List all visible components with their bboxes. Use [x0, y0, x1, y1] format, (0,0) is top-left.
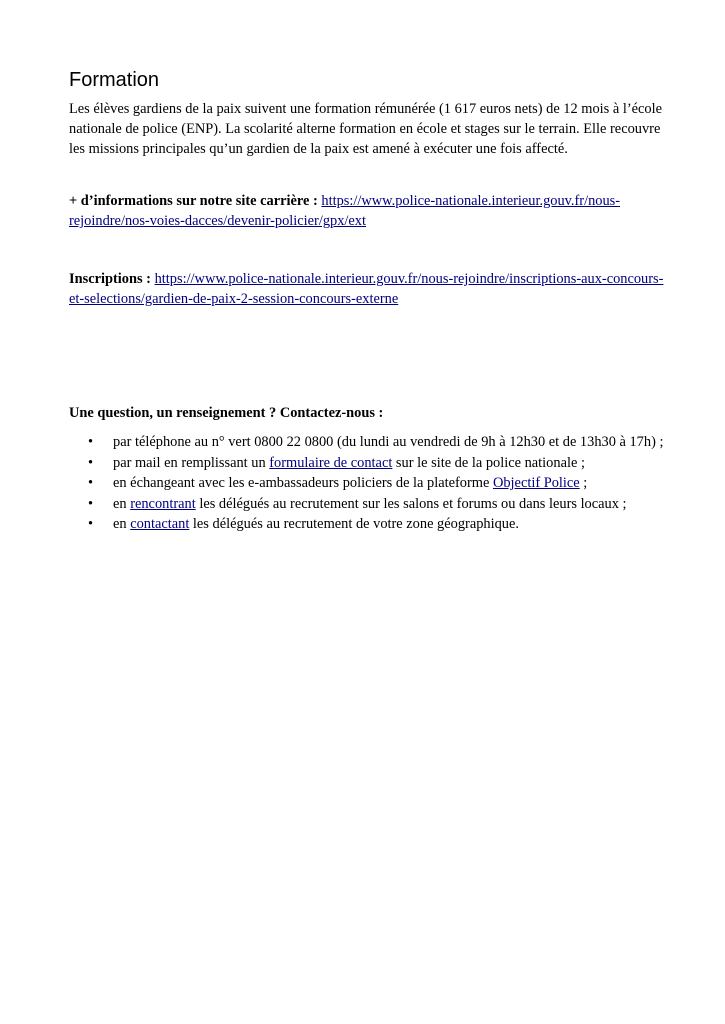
inscriptions-link-line2: et-selections/gardien-de-paix-2-session-concours-externe: [69, 291, 399, 308]
contact-delegates-link[interactable]: contactant: [130, 516, 190, 533]
contact-option-text: par mail en remplissant un: [113, 454, 270, 471]
contact-option-contact-delegates: [69, 514, 689, 535]
contact-option-text-after: les délégués au recrutement sur les salons et forums ou dans leurs locaux ;: [195, 495, 627, 512]
career-site-paragraph: [69, 191, 679, 231]
meet-delegates-link[interactable]: rencontrant: [130, 495, 196, 512]
contact-option-text-after: les délégués au recrutement de votre zone géographique.: [189, 516, 519, 533]
section-heading-formation: Formation: [69, 69, 160, 91]
contact-option-ambassadors: [69, 473, 689, 494]
objectif-police-link[interactable]: Objectif Police: [492, 475, 580, 492]
contact-option-phone: [69, 432, 689, 453]
contact-option-text: en échangeant avec les e-ambassadeurs policiers de la plateforme: [113, 475, 493, 492]
career-site-label: + d’informations sur notre site carrière :: [69, 193, 318, 209]
formation-paragraph: Les élèves gardiens de la paix suivent une formation rémunérée (1 617 euros nets) de 12 mois à l’école nationale de police (ENP). La scolarité alterne formation en école et stages sur le terrain. Elle recouvre les missions principales qu’un gardien de la paix est amené à exécuter une fois affecté.: [69, 101, 663, 158]
bullet-icon: •: [88, 454, 94, 471]
inscriptions-link-line1: https://www.police-nationale.interieur.gouv.fr/nous-rejoindre/inscriptions-aux-concours-: [154, 271, 664, 287]
inscriptions-label: Inscriptions :: [69, 271, 151, 287]
contact-option-text-after: ;: [579, 475, 588, 492]
contact-option-text-after: sur le site de la police nationale ;: [392, 454, 585, 471]
contact-heading: Une question, un renseignement ? Contactez-nous :: [69, 405, 384, 421]
contact-option-meet: [69, 494, 689, 515]
contact-options-list: [69, 432, 689, 535]
bullet-icon: •: [88, 516, 94, 533]
contact-option-text: en: [113, 495, 131, 512]
contact-option-mail: [69, 453, 689, 474]
bullet-icon: •: [88, 475, 94, 492]
career-site-link-line2: rejoindre/nos-voies-dacces/devenir-policier/gpx/ext: [69, 213, 367, 230]
bullet-icon: •: [88, 495, 94, 512]
contact-option-text: en: [113, 516, 131, 533]
contact-option-text: par téléphone au n° vert 0800 22 0800 (du lundi au vendredi de 9h à 12h30 et de 13h30 à 17h) ;: [113, 434, 664, 450]
career-site-link-line1: https://www.police-nationale.interieur.gouv.fr/nous-: [321, 193, 621, 209]
inscriptions-paragraph: [69, 269, 679, 309]
bullet-icon: •: [88, 434, 94, 450]
contact-form-link[interactable]: formulaire de contact: [269, 454, 393, 471]
inscriptions-link[interactable]: [69, 271, 663, 307]
